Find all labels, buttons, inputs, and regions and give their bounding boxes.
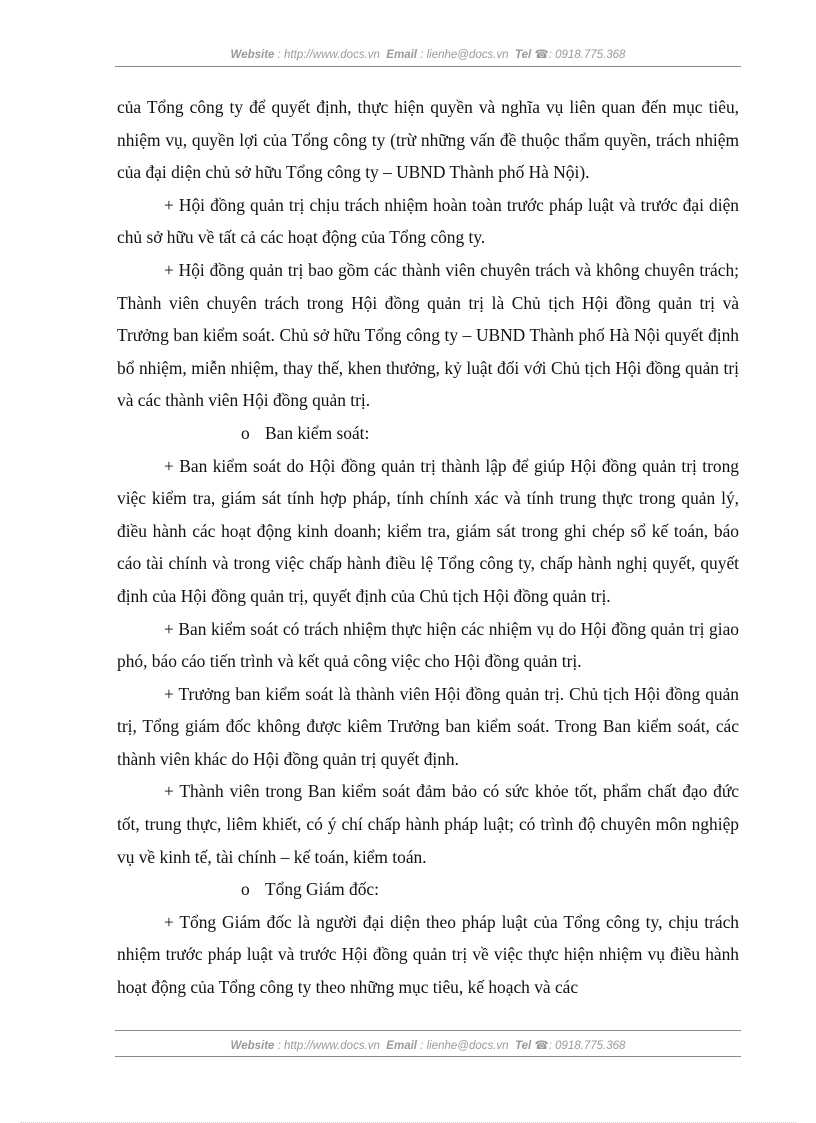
header-website-label: Website [230,49,275,61]
footer-email-label: Email [386,1040,417,1052]
footer-website-label: Website [230,1040,275,1052]
paragraph: + Hội đồng quản trị chịu trách nhiệm hoàn toàn trước pháp luật và trước đại diện chủ sở hữu về tất cả các hoạt động của Tổng công ty. [117,194,739,248]
header-email-label: Email [386,49,417,61]
footer-rule-bottom [115,1056,741,1057]
paragraph: + Hội đồng quản trị bao gồm các thành viên chuyên trách và không chuyên trách; Thành viên chuyên trách trong Hội đồng quản trị là Chủ tịch Hội đồng quản trị và Trưởng ban kiểm soát. Chủ sở hữu Tổng công ty – UBND Thành phố Hà Nội quyết định bổ nhiệm, miễn nhiệm, thay thế, khen thưởng, kỷ luật đối với Chủ tịch Hội đồng quản trị và các thành viên Hội đồng quản trị. [117,259,739,411]
header-tel-value: : 0918.775.368 [548,49,626,61]
paragraph: của Tổng công ty để quyết định, thực hiện quyền và nghĩa vụ liên quan đến mục tiêu, nhiệm vụ, quyền lợi của Tổng công ty (trừ những vấn đề thuộc thẩm quyền, trách nhiệm của đại diện chủ sở hữu Tổng công ty – UBND Thành phố Hà Nội). [117,97,739,183]
sub-heading-ban-kiem-soat [117,417,739,450]
page-footer [115,1038,741,1052]
header-rule [115,66,741,67]
sub-heading-tong-giam-doc [117,873,739,906]
paragraph: + Ban kiểm soát do Hội đồng quản trị thành lập để giúp Hội đồng quản trị trong việc kiểm tra, giám sát tính hợp pháp, tính chính xác và tính trung thực trong quản lý, điều hành các hoạt động kinh doanh; kiểm tra, giám sát trong ghi chép sổ kế toán, báo cáo tài chính và trong việc chấp hành điều lệ Tổng công ty, chấp hành nghị quyết, quyết định của Hội đồng quản trị, quyết định của Chủ tịch Hội đồng quản trị. [117,455,739,606]
paragraph: + Thành viên trong Ban kiểm soát đảm bảo có sức khỏe tốt, phẩm chất đạo đức tốt, trung thực, liêm khiết, có ý chí chấp hành pháp luật; có trình độ chuyên môn nghiệp vụ về kinh tế, tài chính – kế toán, kiểm toán. [117,781,739,867]
footer-email-link[interactable]: : lienhe@docs.vn [420,1040,509,1052]
paragraph: + Ban kiểm soát có trách nhiệm thực hiện các nhiệm vụ do Hội đồng quản trị giao phó, báo cáo tiến trình và kết quả công việc cho Hội đồng quản trị. [117,618,739,672]
header-tel-label: Tel [514,49,532,61]
sub-heading-text: Ban kiểm soát: [265,422,370,443]
paragraph: + Trưởng ban kiểm soát là thành viên Hội đồng quản trị. Chủ tịch Hội đồng quản trị, Tổng giám đốc không được kiêm Trưởng ban kiểm soát. Trong Ban kiểm soát, các thành viên khác do Hội đồng quản trị quyết định. [117,683,739,769]
paragraph: + Tổng Giám đốc là người đại diện theo pháp luật của Tổng công ty, chịu trách nhiệm trước pháp luật và trước Hội đồng quản trị về việc thực hiện nhiệm vụ điều hành hoạt động của Tổng công ty theo những mục tiêu, kế hoạch và các [117,911,739,998]
footer-rule [115,1030,741,1031]
header-email-link[interactable]: : lienhe@docs.vn [420,49,509,61]
bullet-circle-icon: o [241,879,250,900]
phone-icon: ☎ [534,49,549,61]
footer-tel-value: : 0918.775.368 [548,1040,626,1052]
page-header [115,47,741,61]
document-body [117,91,739,1004]
footer-website-link[interactable]: : http://www.docs.vn [277,1040,380,1052]
sub-heading-text: Tổng Giám đốc: [265,879,379,900]
footer-tel-label: Tel [514,1040,532,1052]
phone-icon: ☎ [534,1040,549,1052]
header-website-link[interactable]: : http://www.docs.vn [277,49,380,61]
bullet-circle-icon: o [241,422,250,443]
